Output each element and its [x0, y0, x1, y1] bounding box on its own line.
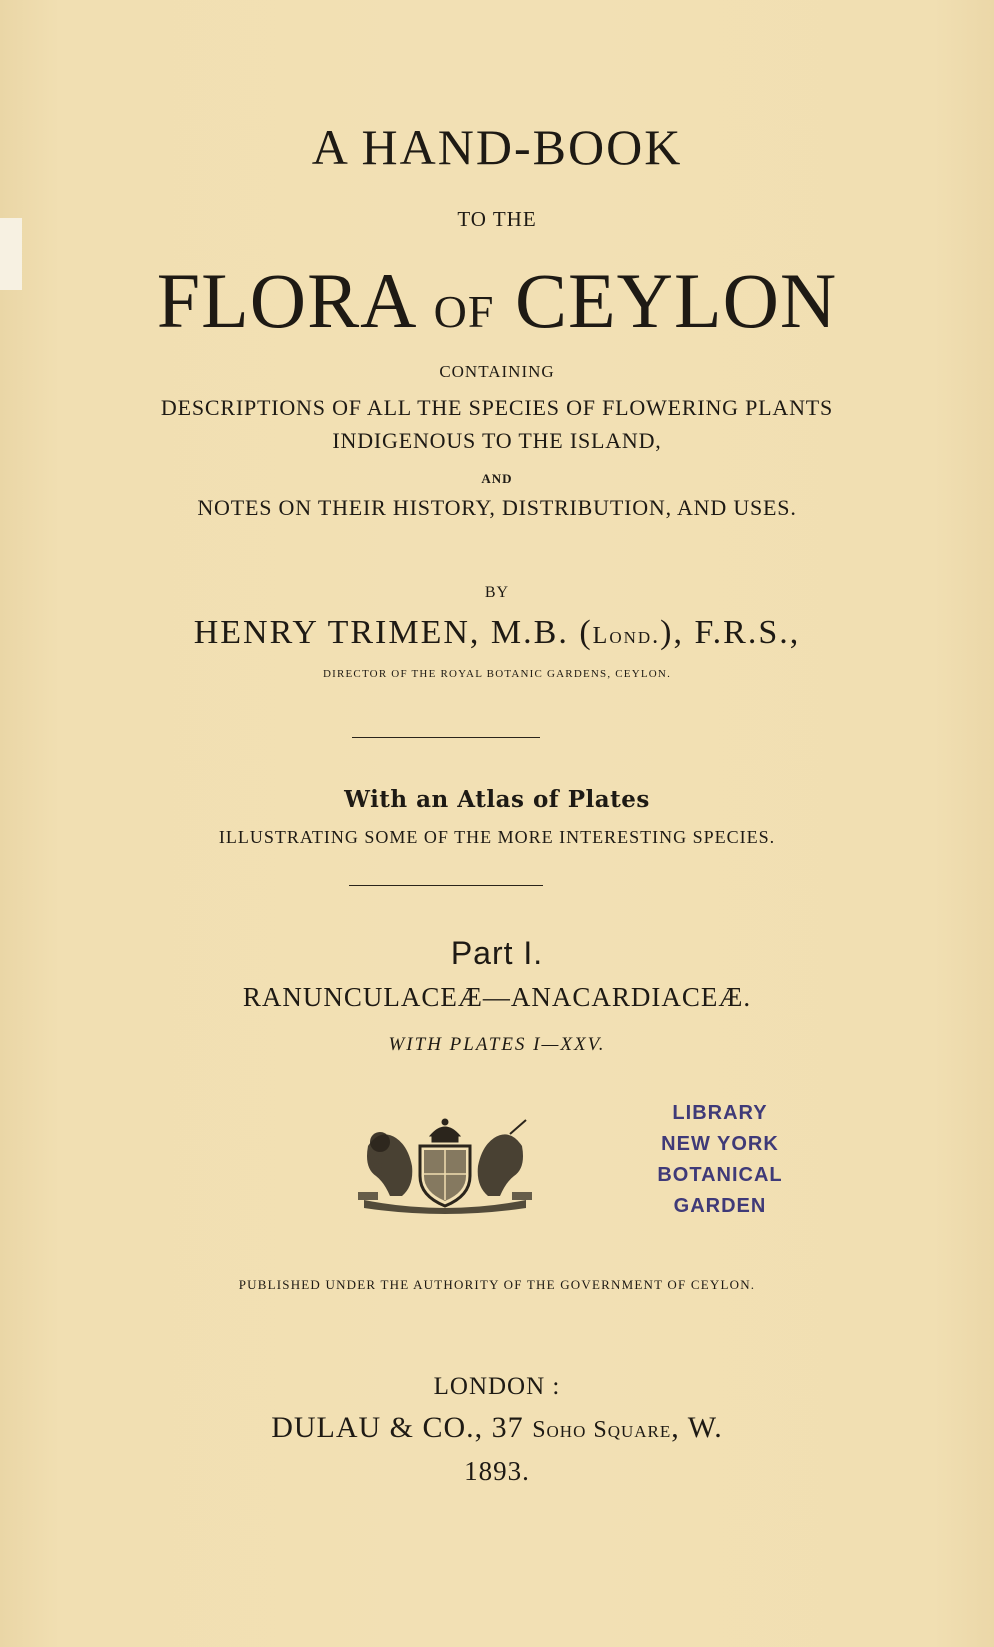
- divider-rule-1: [352, 737, 540, 738]
- author-lond: Lond.: [592, 623, 661, 649]
- publication-city: LONDON :: [433, 1373, 561, 1400]
- author-by: BY: [484, 584, 510, 601]
- title-flora: FLORA: [156, 257, 414, 344]
- library-stamp: [640, 1098, 800, 1222]
- subtitle-line-1: DESCRIPTIONS OF ALL THE SPECIES OF FLOWERING PLANTS: [160, 395, 834, 420]
- part-families: RANUNCULACEÆ—ANACARDIACEÆ.: [242, 982, 752, 1012]
- title-of: OF: [433, 286, 495, 337]
- subtitle-and: AND: [481, 471, 513, 486]
- publisher-pre: DULAU & CO., 37: [271, 1411, 533, 1444]
- stamp-line-2: NEW YORK: [661, 1133, 779, 1155]
- part-plates: WITH PLATES I—XXV.: [388, 1034, 606, 1055]
- publisher-post: , W.: [671, 1411, 723, 1444]
- subtitle-line-3: NOTES ON THEIR HISTORY, DISTRIBUTION, AND USES.: [197, 495, 797, 520]
- part-label: Part I.: [450, 935, 544, 971]
- stamp-line-1: LIBRARY: [672, 1102, 768, 1124]
- publication-authority: PUBLISHED UNDER THE AUTHORITY OF THE GOVERNMENT OF CEYLON.: [238, 1277, 756, 1292]
- atlas-caption: ILLUSTRATING SOME OF THE MORE INTERESTING SPECIES.: [218, 827, 776, 847]
- author-name-main: HENRY TRIMEN, M.B. (: [193, 614, 593, 651]
- stamp-line-3: BOTANICAL: [657, 1164, 783, 1186]
- publisher-address: Soho Square: [532, 1417, 672, 1443]
- subtitle-containing: CONTAINING: [439, 362, 555, 381]
- author-name: [0, 614, 994, 652]
- publication-year: 1893.: [464, 1456, 530, 1486]
- title-line-to-the: TO THE: [457, 207, 537, 231]
- main-title: [0, 256, 994, 346]
- divider-rule-2: [349, 885, 543, 886]
- title-ceylon: CEYLON: [514, 257, 838, 344]
- subtitle-line-2: INDIGENOUS TO THE ISLAND,: [332, 428, 662, 453]
- royal-coat-of-arms-icon: [350, 1116, 540, 1214]
- atlas-gothic-line: With an Atlas of Plates: [344, 786, 650, 813]
- author-position: DIRECTOR OF THE ROYAL BOTANIC GARDENS, CEYLON.: [322, 668, 672, 680]
- title-line-handbook: A HAND-BOOK: [311, 119, 683, 175]
- author-suffix: ), F.R.S.,: [660, 614, 801, 651]
- stamp-line-4: GARDEN: [673, 1195, 767, 1217]
- publication-publisher: [0, 1411, 994, 1445]
